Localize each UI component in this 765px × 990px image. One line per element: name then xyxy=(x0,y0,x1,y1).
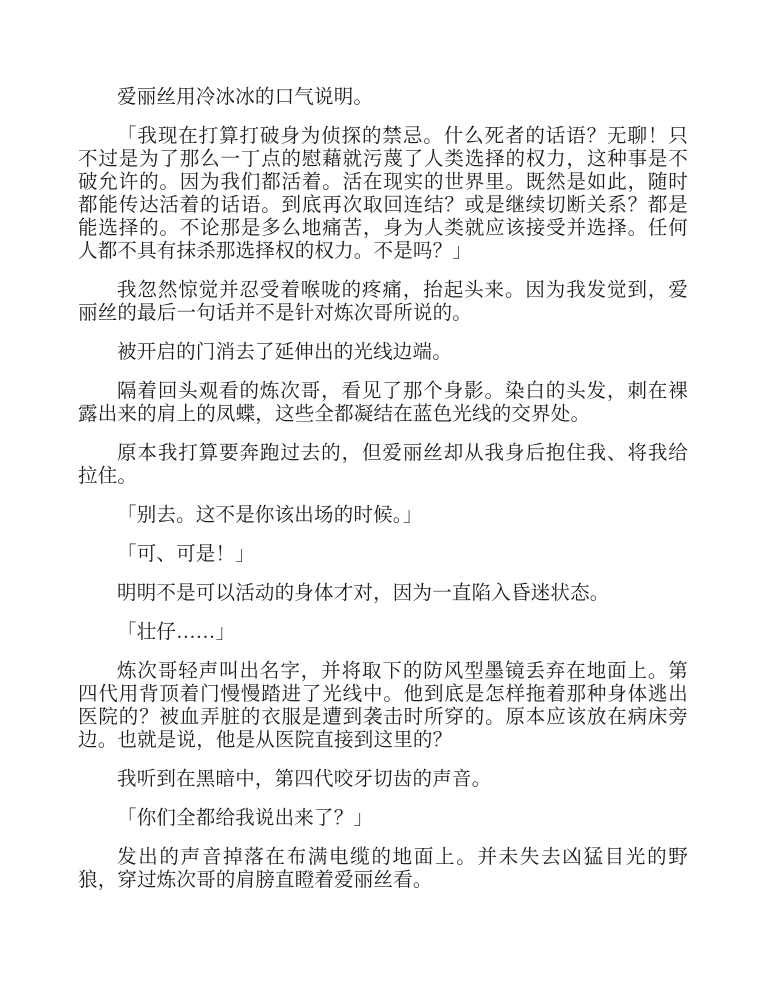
paragraph-dialogue-2: 「别去。这不是你该出场的时候。」 xyxy=(117,505,423,526)
paragraph-dialogue-5: 「你们全都给我说出来了？」 xyxy=(117,808,374,829)
paragraph-narration-8: 我听到在黑暗中，第四代咬牙切齿的声音。 xyxy=(117,769,492,790)
paragraph-narration-7: 炼次哥轻声叫出名字，并将取下的防风型墨镜丢弃在地面上。第四代用背顶着门慢慢踏进了光线中。他到底是怎样拖着那种身体逃出医院的？被血弄脏的衣服是遭到袭击时所穿的。原本应该放在病床旁边。也就是说，他是从医院直接到这里的？ xyxy=(78,661,688,751)
paragraph-narration-6: 明明不是可以活动的身体才对，因为一直陷入昏迷状态。 xyxy=(117,583,610,604)
paragraph-dialogue-3: 「可、可是！」 xyxy=(117,544,255,565)
paragraph-narration-9: 发出的声音掉落在布满电缆的地面上。并未失去凶猛目光的野狼，穿过炼次哥的肩膀直瞪着爱丽丝看。 xyxy=(78,847,688,891)
paragraph-dialogue-4: 「壮仔……」 xyxy=(117,622,236,643)
paragraph-narration-5: 原本我打算要奔跑过去的，但爱丽丝却从我身后抱住我、将我给拉住。 xyxy=(78,443,688,487)
paragraph-narration-3: 被开启的门消去了延伸出的光线边端。 xyxy=(117,342,452,363)
paragraph-dialogue-1: 「我现在打算打破身为侦探的禁忌。什么死者的话语？无聊！只不过是为了那么一丁点的慰藉就污蔑了人类选择的权力，这种事是不破允许的。因为我们都活着。活在现实的世界里。既然是如此，随时都能传达活着的话语。到底再次取回连结？或是继续切断关系？都是能选择的。不论那是多么地痛苦，身为人类就应该接受并选择。任何人都不具有抹杀那选择权的权力。不是吗？」 xyxy=(78,126,688,262)
paragraph-narration-4: 隔着回头观看的炼次哥，看见了那个身影。染白的头发，刺在裸露出来的肩上的凤蝶，这些全都凝结在蓝色光线的交界处。 xyxy=(78,381,688,425)
paragraph-narration-2: 我忽然惊觉并忍受着喉咙的疼痛，抬起头来。因为我发觉到，爱丽丝的最后一句话并不是针对炼次哥所说的。 xyxy=(78,280,688,324)
paragraph-narration-1: 爱丽丝用冷冰冰的口气说明。 xyxy=(117,87,374,108)
